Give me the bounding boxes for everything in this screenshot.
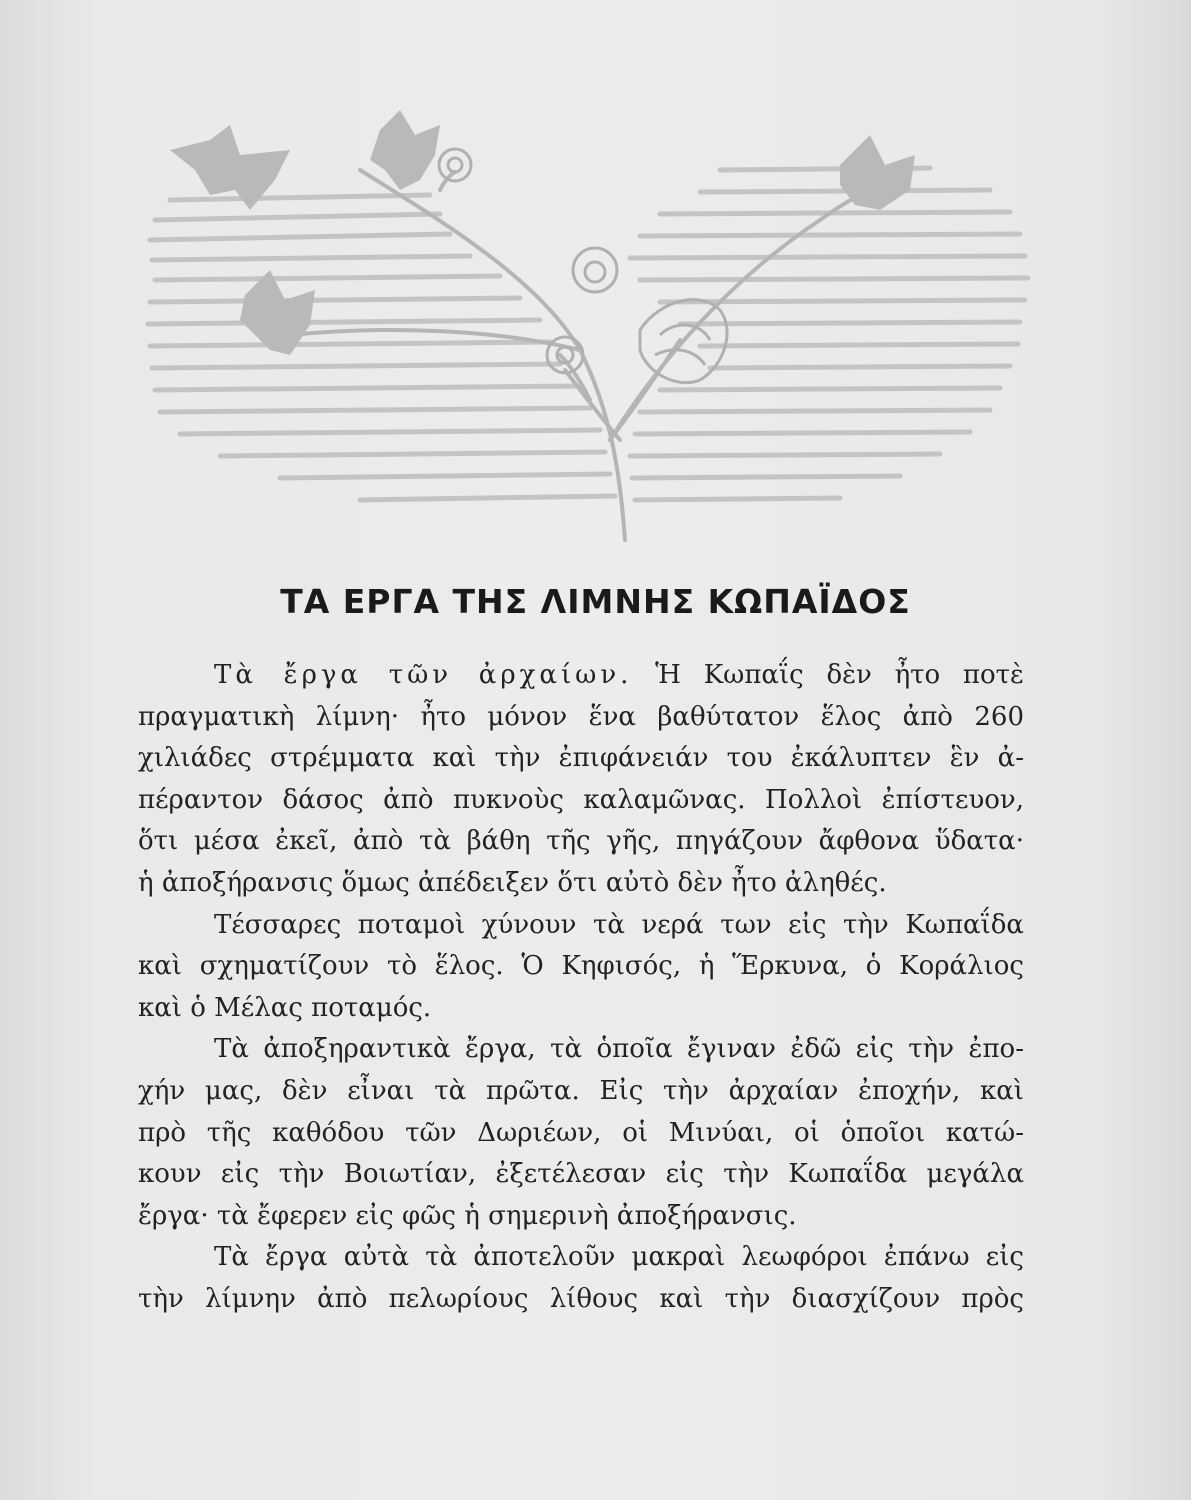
paragraph-line: ὅτι μέσα ἐκεῖ, ἀπὸ τὰ βάθη τῆς γῆς, πηγάζουν ἄφθονα ὕδατα·: [138, 826, 1024, 857]
paragraph-line: πέραντον δάσος ἀπὸ πυκνοὺς καλαμῶνας. Πολλοὶ ἐπίστευον,: [138, 784, 1024, 815]
paragraph-line: καὶ σχηματίζουν τὸ ἕλος. Ὁ Κηφισός, ἡ Ἕρκυνα, ὁ Κοράλιος: [138, 951, 1024, 982]
body-text: [138, 655, 1024, 1321]
paragraph-line: Τέσσαρες ποταμοὶ χύνουν τὰ νερά των εἰς τὴν Κωπαΐδα: [214, 909, 1024, 940]
paragraph-line: πρὸ τῆς καθόδου τῶν Δωριέων, οἱ Μινύαι, οἱ ὁποῖοι κατώ-: [138, 1117, 1024, 1148]
paragraph-line-text: Ἡ Κωπαΐς δὲν ἦτο ποτὲ: [632, 660, 1024, 690]
paragraph-line: κουν εἰς τὴν Βοιωτίαν, ἐξετέλεσαν εἰς τὴν Κωπαΐδα μεγάλα: [138, 1159, 1024, 1190]
paragraph-line: τὴν λίμνην ἀπὸ πελωρίους λίθους καὶ τὴν διασχίζουν πρὸς: [138, 1283, 1024, 1314]
paragraph-line: χήν μας, δὲν εἶναι τὰ πρῶτα. Εἰς τὴν ἀρχαίαν ἐποχήν, καὶ: [138, 1075, 1024, 1106]
paragraph-line: καὶ ὁ Μέλας ποταμός.: [138, 992, 432, 1023]
paragraph-line: ἔργα· τὰ ἔφερεν εἰς φῶς ἡ σημερινὴ ἀποξήρανσις.: [138, 1200, 797, 1231]
paragraph-line: χιλιάδες στρέμματα καὶ τὴν ἐπιφάνειάν του ἐκάλυπτεν ἓν ἀ-: [138, 743, 1024, 774]
paragraph-line: πραγματικὴ λίμνη· ἦτο μόνον ἕνα βαθύτατον ἕλος ἀπὸ 260: [138, 701, 1024, 732]
paragraph-line: Τὰ ἔργα αὐτὰ τὰ ἀποτελοῦν μακραὶ λεωφόροι ἐπάνω εἰς: [214, 1242, 1024, 1273]
paragraph-line: ἡ ἀποξήρανσις ὅμως ἀπέδειξεν ὅτι αὐτὸ δὲν ἦτο ἀληθές.: [138, 867, 887, 898]
paragraph-line: [138, 655, 1024, 697]
flower-branch-icon: [140, 110, 1040, 550]
page-title: ΤΑ ΕΡΓΑ ΤΗΣ ΛΙΜΝΗΣ ΚΩΠΑΪΔΟΣ: [280, 582, 911, 621]
paragraph-lead: Τὰ ἔργα τῶν ἀρχαίων.: [214, 660, 633, 690]
paragraph-line: Τὰ ἀποξηραντικὰ ἔργα, τὰ ὁποῖα ἔγιναν ἐδῶ εἰς τὴν ἐπο-: [214, 1034, 1024, 1065]
